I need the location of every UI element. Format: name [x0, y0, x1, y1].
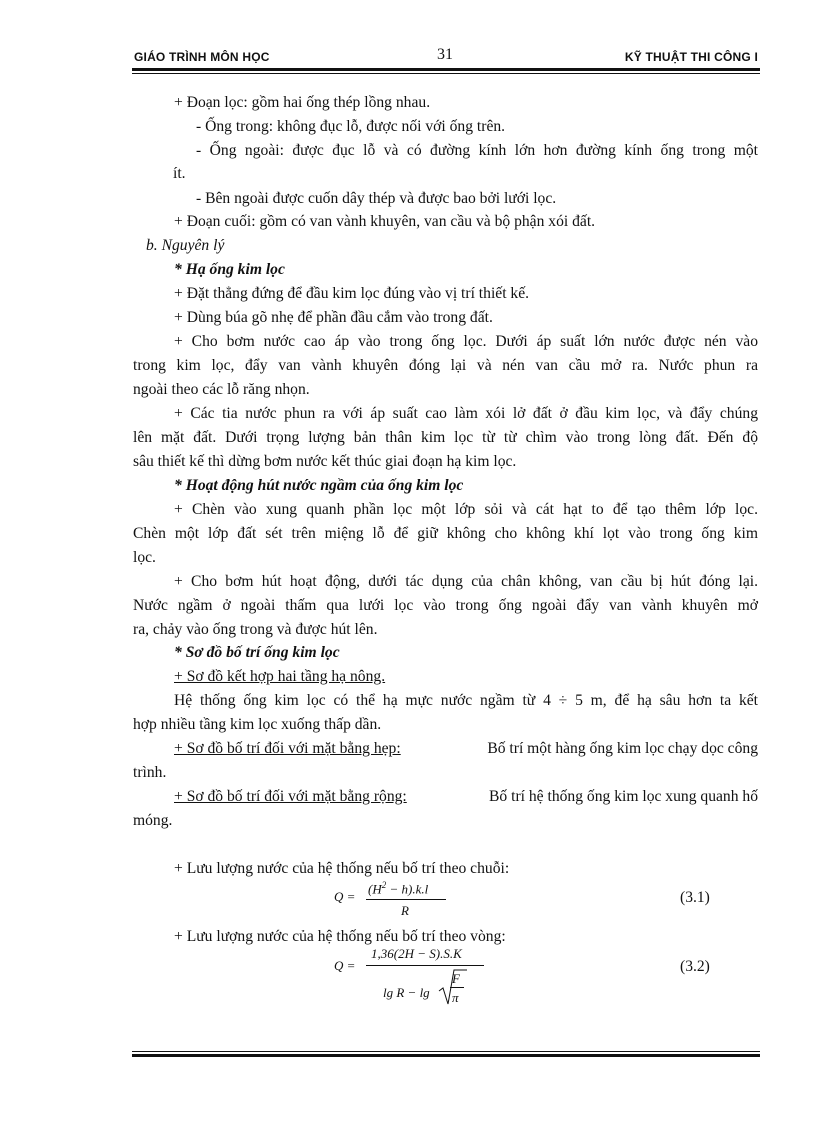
- fraction-bar: [366, 965, 484, 966]
- fraction-bar: [450, 987, 464, 988]
- text-line: + Đặt thẳng đứng để đầu kim lọc đúng vào vị trí thiết kế.: [174, 285, 530, 302]
- subheading: * Sơ đồ bố trí ống kim lọc: [174, 644, 340, 661]
- text-line: trình.: [133, 764, 167, 781]
- formula-numerator: 1,36(2H − S).S.K: [371, 946, 462, 961]
- underlined-item: + Sơ đồ kết hợp hai tầng hạ nông.: [174, 668, 386, 685]
- formula-lhs: Q =: [334, 958, 356, 973]
- text-line: + Đoạn cuối: gồm có van vành khuyên, van cầu và bộ phận xói đất.: [174, 213, 596, 230]
- footer-rule-thin: [132, 1051, 760, 1052]
- text-line: Chèn một lớp đất sét trên miệng lỗ để giữ không cho không khí lọt vào trong ống kim: [133, 525, 758, 542]
- text-line: + Chèn vào xung quanh phần lọc một lớp sỏi và cát hạt to để tạo thêm lớp lọc.: [174, 501, 758, 518]
- underlined-item: + Sơ đồ bố trí đối với mặt bằng rộng:: [174, 788, 407, 805]
- text-line: Hệ thống ống kim lọc có thể hạ mực nước ngầm từ 4 ÷ 5 m, để hạ sâu hơn ta kết: [174, 692, 758, 709]
- text-line: móng.: [133, 812, 173, 829]
- subheading: * Hạ ống kim lọc: [174, 261, 285, 278]
- text-line: ngoài theo các lỗ răng nhọn.: [133, 381, 310, 398]
- text-line: lọc.: [133, 549, 156, 566]
- subsection-heading: b. Nguyên lý: [146, 237, 225, 254]
- text-span: Bố trí một hàng ống kim lọc chạy dọc công: [483, 740, 758, 757]
- root-fraction-numerator: F: [452, 971, 460, 986]
- text-line: hợp nhiều tầng kim lọc xuống thấp dần.: [133, 716, 382, 733]
- header-subject: KỸ THUẬT THI CÔNG I: [624, 50, 758, 64]
- text-line: Nước ngầm ở ngoài thấm qua lưới lọc vào trong ống ngoài đẩy van vành khuyên mở: [133, 597, 758, 614]
- equation-number: (3.1): [680, 889, 710, 906]
- footer-rule-thick: [132, 1054, 760, 1057]
- text-line: [174, 787, 758, 807]
- root-fraction-denominator: π: [452, 990, 459, 1005]
- fraction-bar: [366, 899, 446, 900]
- text-line: + Dùng búa gõ nhẹ để phần đầu cắm vào trong đất.: [174, 309, 493, 326]
- text-line: + Cho bơm hút hoạt động, dưới tác dụng của chân không, van cầu bị hút đóng lại.: [174, 573, 758, 590]
- formula-lhs: Q =: [334, 889, 356, 904]
- text-line: - Bên ngoài được cuốn dây thép và được bao bởi lưới lọc.: [196, 190, 557, 207]
- subheading: * Hoạt động hút nước ngầm của ống kim lọc: [174, 477, 464, 494]
- header-course-title: GIÁO TRÌNH MÔN HỌC: [134, 50, 270, 64]
- text-line: + Lưu lượng nước của hệ thống nếu bố trí theo chuỗi:: [174, 860, 510, 877]
- text-line: + Cho bơm nước cao áp vào trong ống lọc. Dưới áp suất lớn nước được nén vào: [174, 333, 758, 350]
- text-line: ra, chảy vào ống trong và được hút lên.: [133, 621, 378, 638]
- formula-numerator: $(H^2 - h).k.l$: [368, 880, 429, 897]
- text-line: + Đoạn lọc: gồm hai ống thép lồng nhau.: [174, 94, 431, 111]
- header-rule-thin: [132, 73, 760, 74]
- text-line: [174, 739, 758, 759]
- header-rule-thick: [132, 68, 760, 71]
- text-line: - Ống ngoài: được đục lỗ và có đường kính lớn hơn đường kính ống trong một: [196, 142, 758, 159]
- page-number: 31: [437, 46, 453, 63]
- text-line: + Lưu lượng nước của hệ thống nếu bố trí theo vòng:: [174, 928, 506, 945]
- text-span: Bố trí hệ thống ống kim lọc xung quanh hố: [485, 788, 758, 805]
- equation-number: (3.2): [680, 958, 710, 975]
- formula-denominator: lg R − lg: [383, 985, 430, 1000]
- text-line: - Ống trong: không đục lỗ, được nối với ống trên.: [196, 118, 506, 135]
- text-line: lên mặt đất. Dưới trọng lượng bản thân kim lọc từ từ chìm vào trong lòng đất. Đến độ: [133, 429, 758, 446]
- text-line: trong kim lọc, đẩy van vành khuyên đóng lại và nén van cầu mở ra. Nước phun ra: [133, 357, 758, 374]
- text-line: + Các tia nước phun ra với áp suất cao làm xói lở đất ở đầu kim lọc, và đẩy chúng: [174, 405, 758, 422]
- underlined-item: + Sơ đồ bố trí đối với mặt bằng hẹp:: [174, 740, 401, 757]
- page-header: [132, 46, 760, 70]
- text-line: sâu thiết kế thì dừng bơm nước kết thúc giai đoạn hạ kim lọc.: [133, 453, 517, 470]
- text-line: ít.: [173, 165, 186, 182]
- formula-denominator: R: [401, 903, 409, 918]
